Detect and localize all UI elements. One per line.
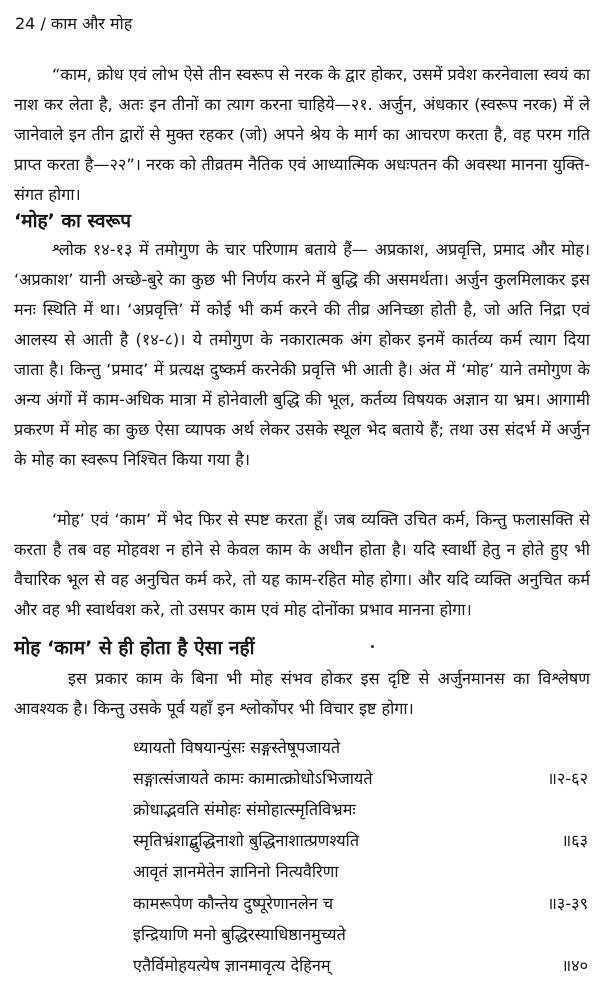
section-heading: ‘मोह’ का स्वरूप [14, 210, 132, 232]
shloka-line [133, 731, 588, 762]
paragraph-line: मोह होगा। और यदि व्यक्ति अनुचित कर्म और वह भी स्वार्थवश करे, तो उसपर काम [14, 570, 591, 619]
paragraph-4 [14, 664, 590, 724]
shloka-text: कामरूपेण कौन्तेय दुष्पूरेणानलेन च [133, 893, 334, 913]
paragraph-line: श्रेय के मार्ग का आचरण करता है, वह परम गति प्राप्त करता है—२२”। नरक को तीव्रतम [14, 125, 590, 174]
paragraph-line: करनेवाला स्वयं का नाश कर लेता है, अतः इन तीनों का त्याग करना चाहिये—२१. [14, 65, 591, 114]
paragraph-line: इस प्रकार काम के बिना भी मोह संभव होकर इस दृष्टि से अर्जुनमानस का [68, 669, 530, 688]
shloka-text: स्मृतिभ्रंशाद्बुद्धिनाशो बुद्धिनाशात्प्रणश्यति [133, 831, 360, 851]
shloka-block [133, 731, 588, 981]
paragraph-line: प्रकरण में मोह का कुछ ऐसा व्यापक अर्थ लेकर उसके स्थूल भेद बताये हैं; तथा उस [14, 420, 499, 439]
paragraph-line: अर्जुन कुलमिलाकर इस मनः स्थिति में था। ‘अप्रवृत्ति’ में कोई भी कर्म करने की तीव्र [14, 270, 590, 319]
paragraph-line: संदर्भ में अर्जुन के मोह का स्वरूप निश्चित किया गया है। [14, 420, 590, 469]
shloka-line [133, 949, 588, 980]
paragraph-line: अर्जुन, अंधकार (स्वरूप नरक) में ले जानेवाले इन तीन द्वारों से मुक्त रहकर (जो) अपने [14, 95, 590, 144]
shloka-number: ॥४० [561, 955, 588, 975]
shloka-number: ॥२-६२ [547, 768, 588, 788]
shloka-text: आवृतं ज्ञानमेतेन ज्ञानिनो नित्यवैरिणा [133, 862, 339, 882]
shloka-number: ॥६३ [561, 831, 588, 851]
shloka-line [133, 856, 588, 887]
paragraph-line: अनिच्छा होती है, जो अति निद्रा एवं आलस्य से आती है (१४-८)। ये तमोगुण के [14, 300, 590, 349]
shloka-text: इन्द्रियाणि मनो बुद्धिरस्याधिष्ठानमुच्यते [133, 924, 346, 944]
shloka-line [133, 762, 588, 793]
paragraph-line: फलासक्ति से करता है तब वह मोहवश न होने से केवल काम के अधीन होता है। यदि [14, 510, 590, 559]
paragraph-line: और मोह। ‘अप्रकाश’ यानी अच्छे-बुरे का कुछ भी निर्णय करने में बुद्धि की असमर्थता। [14, 240, 590, 289]
paragraph-line: नकारात्मक अंग होकर इनमें कार्तव्य कर्म त्याग दिया जाता है। किन्तु ‘प्रमाद’ में प्रत्यक्ष [14, 330, 590, 379]
paragraph-3 [14, 505, 590, 625]
paragraph-1 [14, 60, 590, 210]
shloka-text: ध्यायतो विषयान्पुंसः सङ्गस्तेषूपजायते [133, 737, 341, 757]
shloka-line [133, 887, 588, 918]
paragraph-line: नैतिक एवं आध्यात्मिक अधःपतन की अवस्था मानना युक्ति-संगत होगा। [14, 155, 590, 204]
header-separator: / [35, 14, 51, 33]
shloka-line [133, 793, 588, 824]
paragraph-line: ‘मोह’ एवं ‘काम’ में भेद फिर से स्पष्ट करता हूँ। जब व्यक्ति उचित कर्म, किन्तु [52, 510, 507, 529]
paragraph-line: दुष्कर्म करनेकी प्रवृत्ति भी आती है। अंत में ‘मोह’ याने तमोगुण के अन्य अंगों में [14, 360, 590, 409]
paragraph-line: “काम, क्रोध एवं लोभ ऐसे तीन स्वरूप से नरक के द्वार होकर, उसमें प्रवेश [52, 65, 477, 84]
shloka-text: सङ्गात्संजायते कामः कामात्क्रोधोऽभिजायते [133, 768, 373, 788]
paragraph-2 [14, 235, 590, 475]
ink-speck [371, 645, 374, 648]
shloka-line [133, 825, 588, 856]
paragraph-line: श्लोक १४-१३ में तमोगुण के चार परिणाम बताये हैं— अप्रकाश, अप्रवृत्ति, प्रमाद [52, 240, 525, 259]
paragraph-line: स्वार्थी हेतु न होते हुए भी वैचारिक भूल से वह अनुचित कर्म करे, तो यह काम-रहित [14, 540, 590, 589]
running-header [15, 14, 132, 34]
shloka-line [133, 918, 588, 949]
page-number: 24 [15, 14, 36, 33]
paragraph-line: विश्लेषण आवश्यक है। किन्तु उसके पूर्व यहाँ इन श्लोकोंपर भी विचार इष्ट होगा। [14, 669, 590, 718]
section-heading: मोह ‘काम’ से ही होता है ऐसा नहीं [14, 637, 255, 659]
paragraph-line: एवं मोह दोनोंका प्रभाव मानना होगा। [260, 600, 472, 619]
paragraph-line: काम-अधिक मात्रा में होनेवाली बुद्धि की भूल, कर्तव्य विषयक अज्ञान या भ्रम। आगामी [92, 390, 590, 409]
shloka-text: क्रोधाद्भवति संमोहः संमोहात्स्मृतिविभ्रमः [133, 799, 356, 819]
shloka-number: ॥३-३९ [547, 893, 588, 913]
shloka-text: एतैर्विमोहयत्येष ज्ञानमावृत्य देहिनम् [133, 955, 331, 975]
book-title: काम और मोह [50, 14, 133, 33]
